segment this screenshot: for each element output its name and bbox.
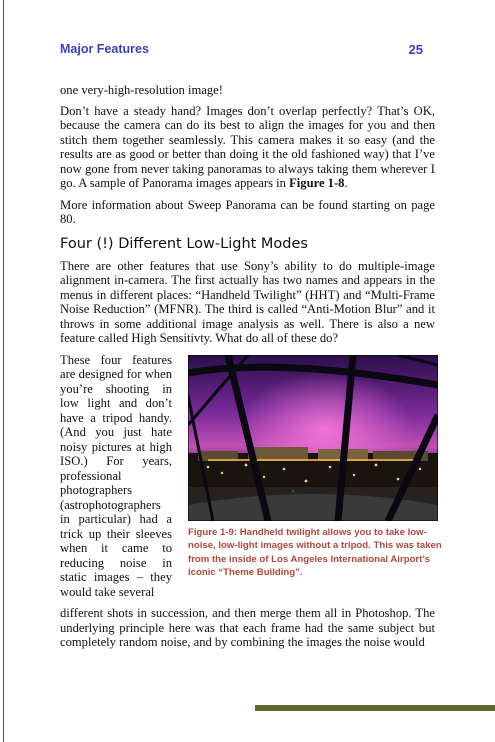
paragraph-5-wrapped: These four features are designed for when you’re shooting in low light and don’t have a tripod handy. (And you just hate noisy pictures at high ISO.) For years, professional photographers (astrophotographers in particular) had a trick up their sleeves when it came to reducing noise in static images – they would take several (60, 352, 172, 599)
airport-night-photo (188, 355, 438, 521)
paragraph-4: There are other features that use Sony’s ability to do multiple-image alignment in-camera. The first actually has two names and appears in the menus in different places: “Handheld Twilight” (HHT) and “Multi-Frame Noise Reduction” (MFNR). The third is called “Anti-Motion Blur” and it throws in some additional image analysis as well. There is also a new feature called High Sensitivty. What do all of these do? (60, 258, 435, 345)
figure-reference: Figure 1-8 (289, 176, 345, 190)
paragraph-2 (60, 104, 435, 191)
figure-wrap-area (60, 352, 442, 600)
running-header (60, 42, 423, 60)
figure-1-9 (188, 355, 442, 580)
page-number: 25 (408, 42, 423, 57)
section-heading: Four (!) Different Low-Light Modes (60, 235, 308, 252)
paragraph-3: More information about Sweep Panorama can be found starting on page 80. (60, 197, 435, 226)
paragraph-1: one very-high-resolution image! (60, 83, 223, 97)
page-left-border (3, 0, 4, 742)
chapter-title: Major Features (60, 42, 149, 56)
footer-accent-bar (255, 705, 495, 711)
figure-caption: Figure 1-9: Handheld twilight allows you to take low-noise, low-light images without a tripod. This was taken from the inside of Los Angeles International Airport’s iconic “Theme Building”. (188, 526, 442, 578)
paragraph-2-text: Don’t have a steady hand? Images don’t overlap perfectly? That’s OK, because the camera can do its best to align the images for you and then stitch them together seamlessly. This camera makes it so easy (and the results are as good or better than doing it the old fashioned way) that I’ve now gone from never taking panoramas to always taking them wherever I go. A sample of Panorama images appears in (60, 103, 435, 190)
paragraph-5-continued: different shots in succession, and then merge them all in Photoshop. The underlying principle here was that each frame had the same subject but completely random noise, and by combining the images the noise would (60, 606, 435, 649)
paragraph-2-end: . (344, 176, 348, 190)
body-text (60, 83, 442, 657)
